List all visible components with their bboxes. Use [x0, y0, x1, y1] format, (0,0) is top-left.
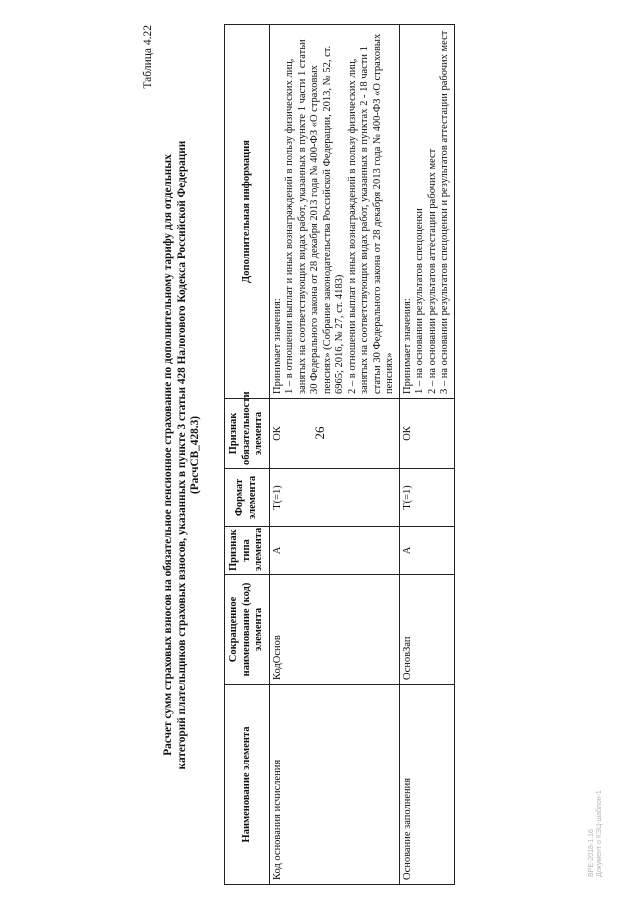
info-line: 3 – на основании результатов спецоценки и результатов аттестации рабочих мест	[439, 30, 450, 394]
cell-name: Основание заполнения	[399, 685, 454, 885]
cell-required: ОК	[269, 399, 399, 469]
table-row	[269, 25, 399, 885]
cell-name: Код основания исчисления	[269, 685, 399, 885]
table-number: Таблица 4.22	[142, 25, 154, 89]
rotated-page-content	[142, 25, 640, 885]
cell-format: T(=1)	[269, 469, 399, 527]
title-line: категорий плательщиков страховых взносов, указанных в пункте 3 статьи 428 Налогового Кодекса Российской Федерации	[175, 140, 188, 770]
info-line: Принимает значения:	[271, 298, 283, 394]
cell-info	[269, 25, 399, 399]
cell-required: ОК	[399, 399, 454, 469]
header-type: Признак типа элемента	[225, 527, 270, 575]
document-stamp	[588, 790, 604, 877]
header-required: Признак обязательности элемента	[225, 399, 270, 469]
info-line: 2 – на основании результатов аттестации рабочих мест	[426, 148, 438, 394]
cell-code: ОсновЗап	[399, 575, 454, 685]
cell-type: А	[399, 527, 454, 575]
header-code: Сокращенное наименование (код) элемента	[225, 575, 270, 685]
stamp-line: Документ о КЭЦ-шаблон-1	[596, 790, 603, 877]
table-row	[399, 25, 454, 885]
cell-type: А	[269, 527, 399, 575]
header-info: Дополнительная информация	[225, 25, 270, 399]
cell-format: T(=1)	[399, 469, 454, 527]
title-line: Расчет сумм страховых взносов на обязательное пенсионное страхование по дополнительному тарифу для отдельных	[162, 154, 174, 756]
stamp-line: ВРЕ-2018-1.16	[588, 829, 595, 877]
info-line: 2 – в отношении выплат и иных вознаграждений в пользу физических лиц, занятых на соответствующих видах работ, указанных в пунктах 2 - 18 части 1 статьи 30 Федерального закона от 28 декабря 2013 года № 400-ФЗ «О страховых пенсиях»	[346, 33, 395, 394]
header-name: Наименование элемента	[225, 685, 270, 885]
elements-table	[224, 24, 455, 885]
cell-code: КодОснов	[269, 575, 399, 685]
info-line: Принимает значения:	[401, 298, 413, 394]
title-line: (РасчСВ_428.3)	[189, 416, 201, 494]
cell-info	[399, 25, 454, 399]
info-line: 1 – на основании результатов спецоценки	[414, 208, 425, 394]
table-header-row	[225, 25, 270, 885]
info-line: 1 – в отношении выплат и иных вознаграждений в пользу физических лиц, занятых на соответствующих видах работ, указанных в пункте 1 части 1 статьи 30 Федерального закона от 28 декабря 2013 года № 400-ФЗ «О страховых пенсиях» (Собрание законодательства Российской Федерации, 2013, № 52, ст. 6965; 2016, № 27, ст. 4183)	[284, 39, 345, 394]
header-format: Формат элемента	[225, 469, 270, 527]
table-title	[162, 65, 203, 845]
page-number: 26	[312, 426, 327, 440]
